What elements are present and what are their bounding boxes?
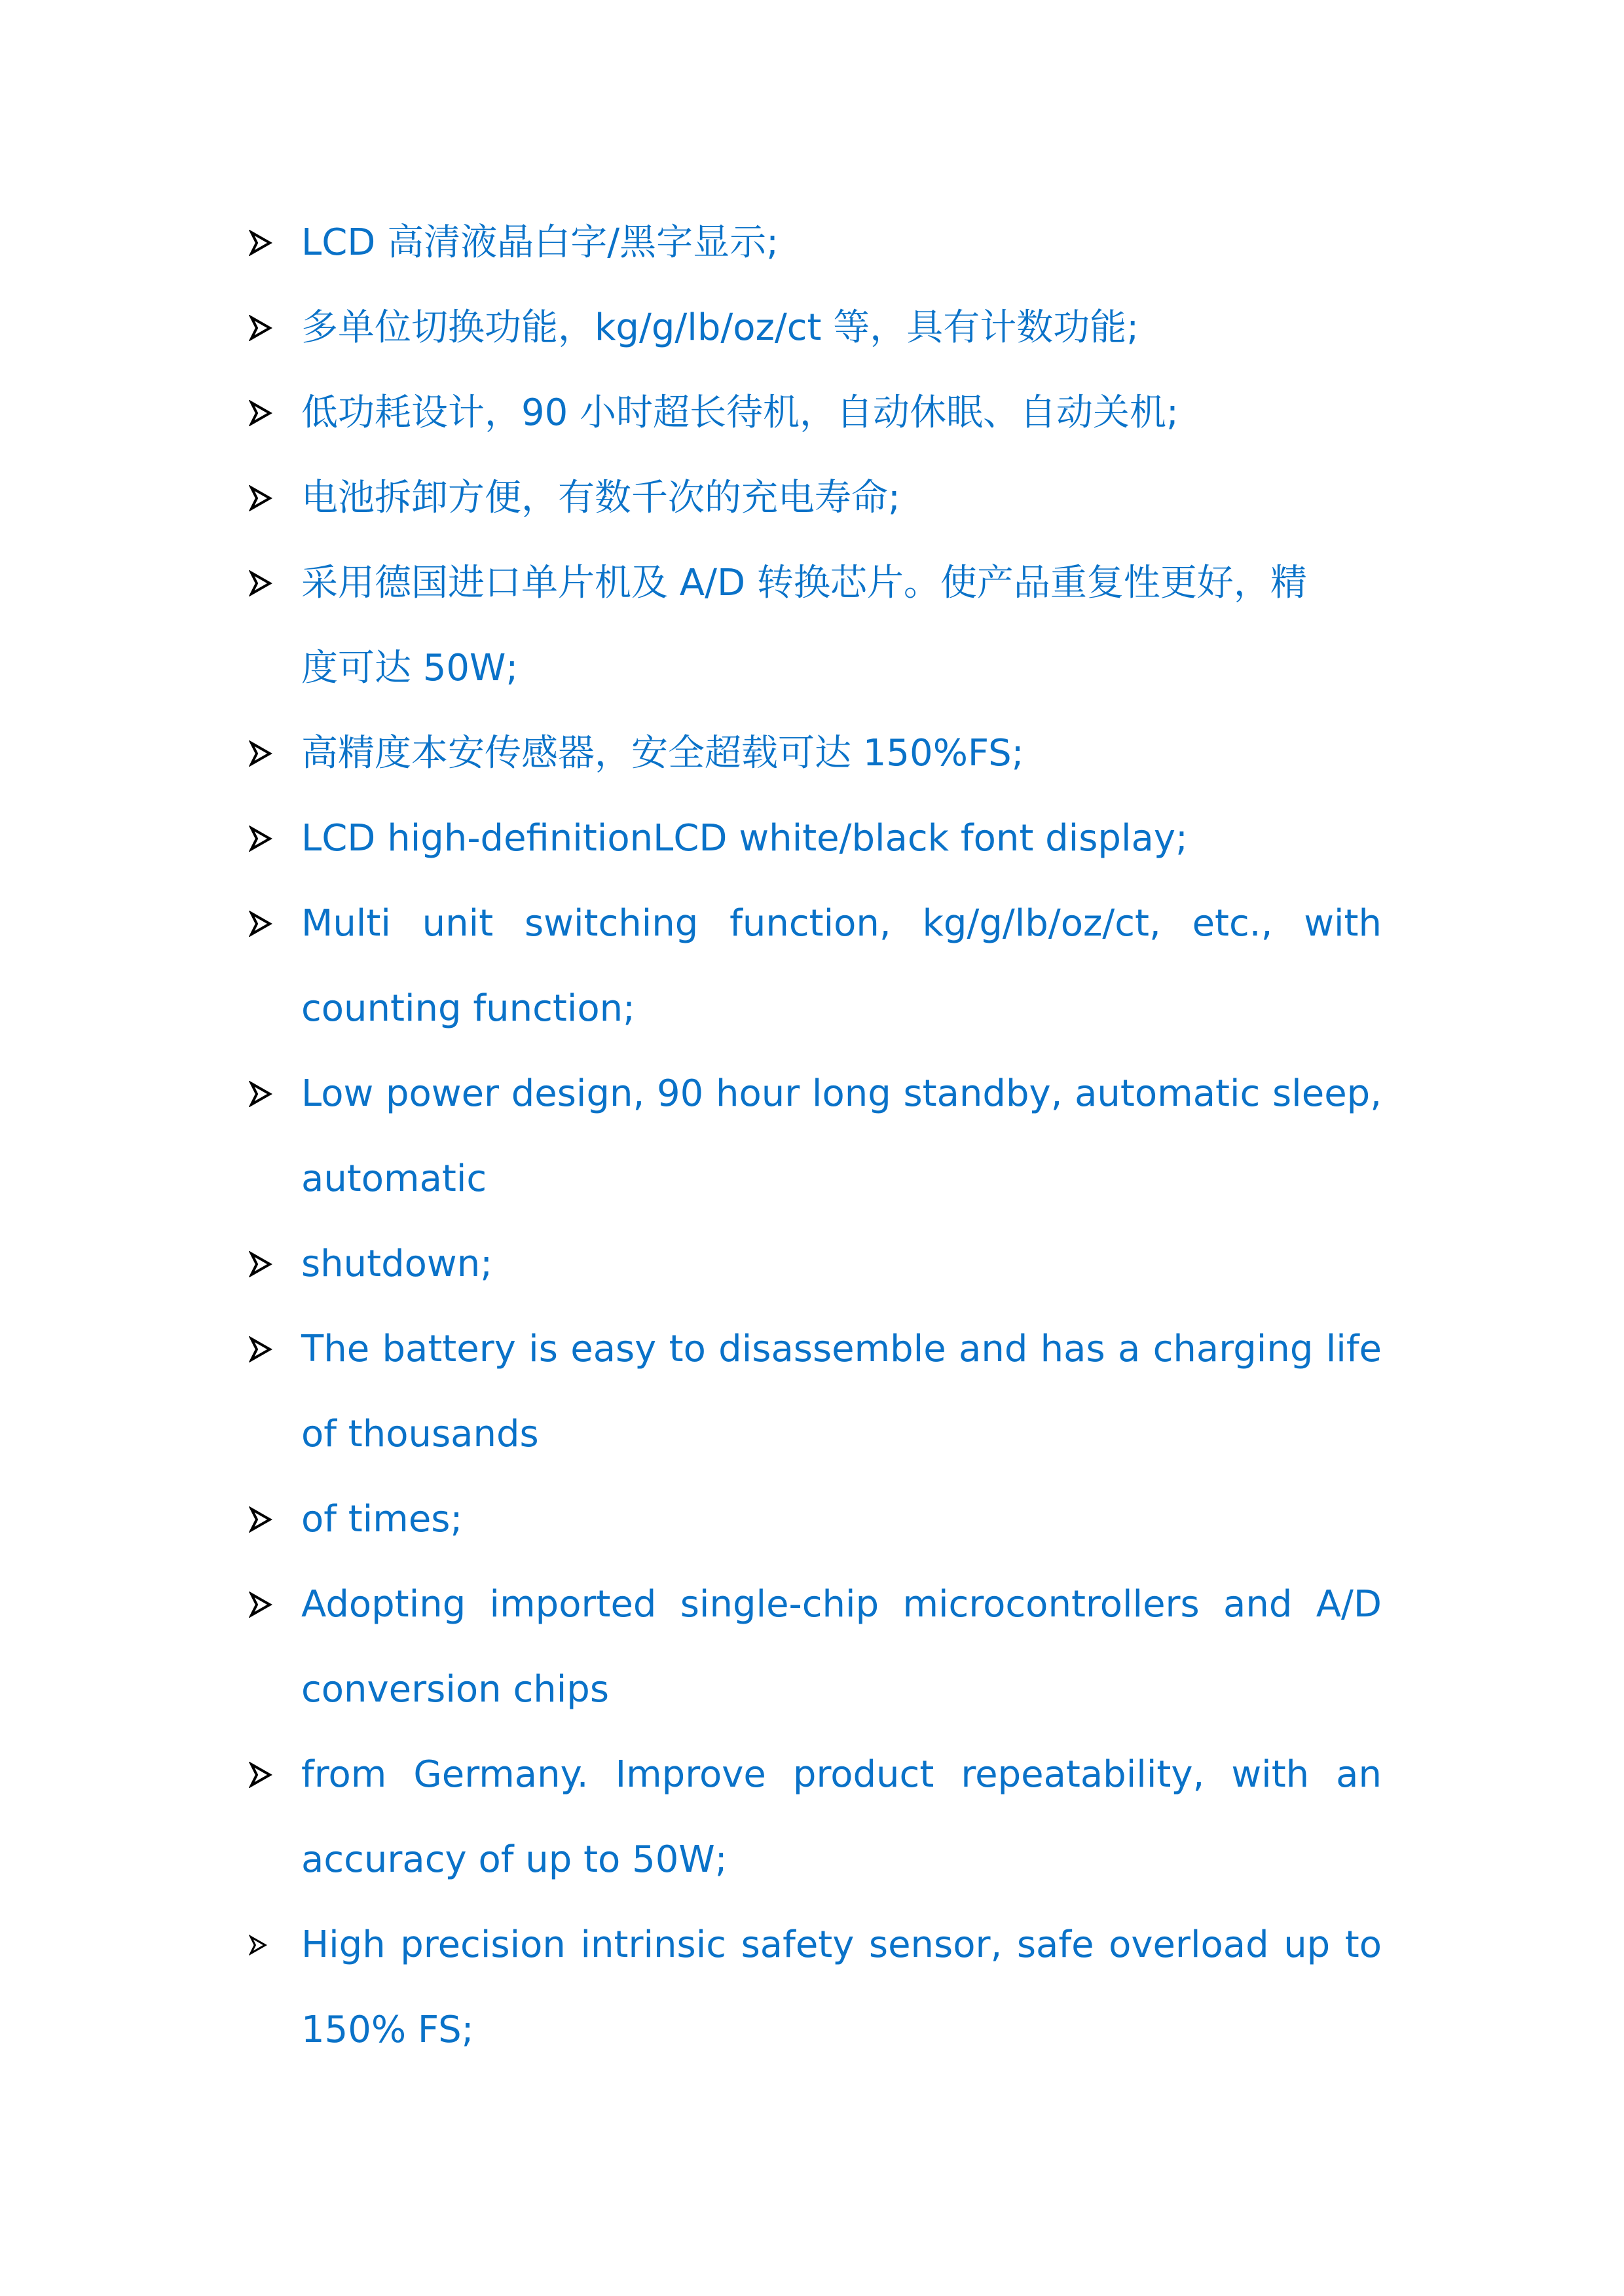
list-item xyxy=(249,1903,1382,2073)
arrow-bullet-icon xyxy=(249,371,288,456)
arrow-bullet-icon xyxy=(249,881,288,966)
arrow-bullet-icon xyxy=(249,1307,288,1392)
list-item xyxy=(249,1732,1382,1903)
list-item xyxy=(249,1477,1382,1562)
arrow-bullet-icon xyxy=(249,456,288,541)
list-item-text: 度可达 50W; xyxy=(301,647,519,689)
arrow-bullet-icon xyxy=(249,1903,288,1988)
list-item-text: 高精度本安传感器，安全超载可达 150%FS; xyxy=(301,732,1024,774)
list-item-text: The battery is easy to disassemble and has a charging life xyxy=(301,1328,1382,1370)
list-item-text: from Germany. Improve product repeatability, with an xyxy=(301,1753,1382,1796)
list-item-text: 电池拆卸方便，有数千次的充电寿命; xyxy=(301,477,900,519)
list-item xyxy=(249,711,1382,796)
list-item xyxy=(249,541,1382,711)
list-item xyxy=(249,1222,1382,1307)
feature-list xyxy=(249,200,1382,2073)
arrow-bullet-icon xyxy=(249,1732,288,1817)
arrow-bullet-icon xyxy=(249,541,288,626)
list-item xyxy=(249,371,1382,456)
list-item-text: LCD 高清液晶白字/黑字显示; xyxy=(301,221,779,264)
list-item-text: conversion chips xyxy=(301,1668,610,1711)
list-item xyxy=(249,796,1382,881)
arrow-bullet-icon xyxy=(249,796,288,881)
list-item-text: LCD high-definitionLCD white/black font display; xyxy=(301,817,1188,860)
list-item-text: automatic xyxy=(301,1157,487,1200)
list-item-text: counting function; xyxy=(301,987,636,1030)
list-item-text: accuracy of up to 50W; xyxy=(301,1838,728,1881)
arrow-bullet-icon xyxy=(249,1222,288,1307)
arrow-bullet-icon xyxy=(249,1477,288,1562)
arrow-bullet-icon xyxy=(249,711,288,796)
list-item-text: 150% FS; xyxy=(301,2009,474,2051)
list-item-text: shutdown; xyxy=(301,1243,493,1285)
list-item xyxy=(249,1562,1382,1732)
list-item-text: High precision intrinsic safety sensor, safe overload up to xyxy=(301,1923,1382,1966)
list-item xyxy=(249,456,1382,541)
list-item-text: of times; xyxy=(301,1498,463,1540)
list-item-text: Low power design, 90 hour long standby, automatic sleep, xyxy=(301,1072,1382,1115)
list-item xyxy=(249,200,1382,285)
list-item-text: 多单位切换功能，kg/g/lb/oz/ct 等，具有计数功能; xyxy=(301,306,1139,349)
arrow-bullet-icon xyxy=(249,285,288,371)
list-item-text: of thousands xyxy=(301,1413,539,1455)
list-item-text: 采用德国进口单片机及 A/D 转换芯片。使产品重复性更好，精 xyxy=(301,562,1307,604)
arrow-bullet-icon xyxy=(249,1562,288,1647)
arrow-bullet-icon xyxy=(249,200,288,285)
list-item xyxy=(249,881,1382,1051)
list-item xyxy=(249,1051,1382,1222)
list-item-text: 低功耗设计，90 小时超长待机，自动休眠、自动关机; xyxy=(301,392,1179,434)
list-item xyxy=(249,285,1382,371)
list-item xyxy=(249,1307,1382,1477)
arrow-bullet-icon xyxy=(249,1051,288,1137)
list-item-text: Adopting imported single-chip microcontrollers and A/D xyxy=(301,1583,1382,1626)
list-item-text: Multi unit switching function, kg/g/lb/oz/ct, etc., with xyxy=(301,902,1382,945)
